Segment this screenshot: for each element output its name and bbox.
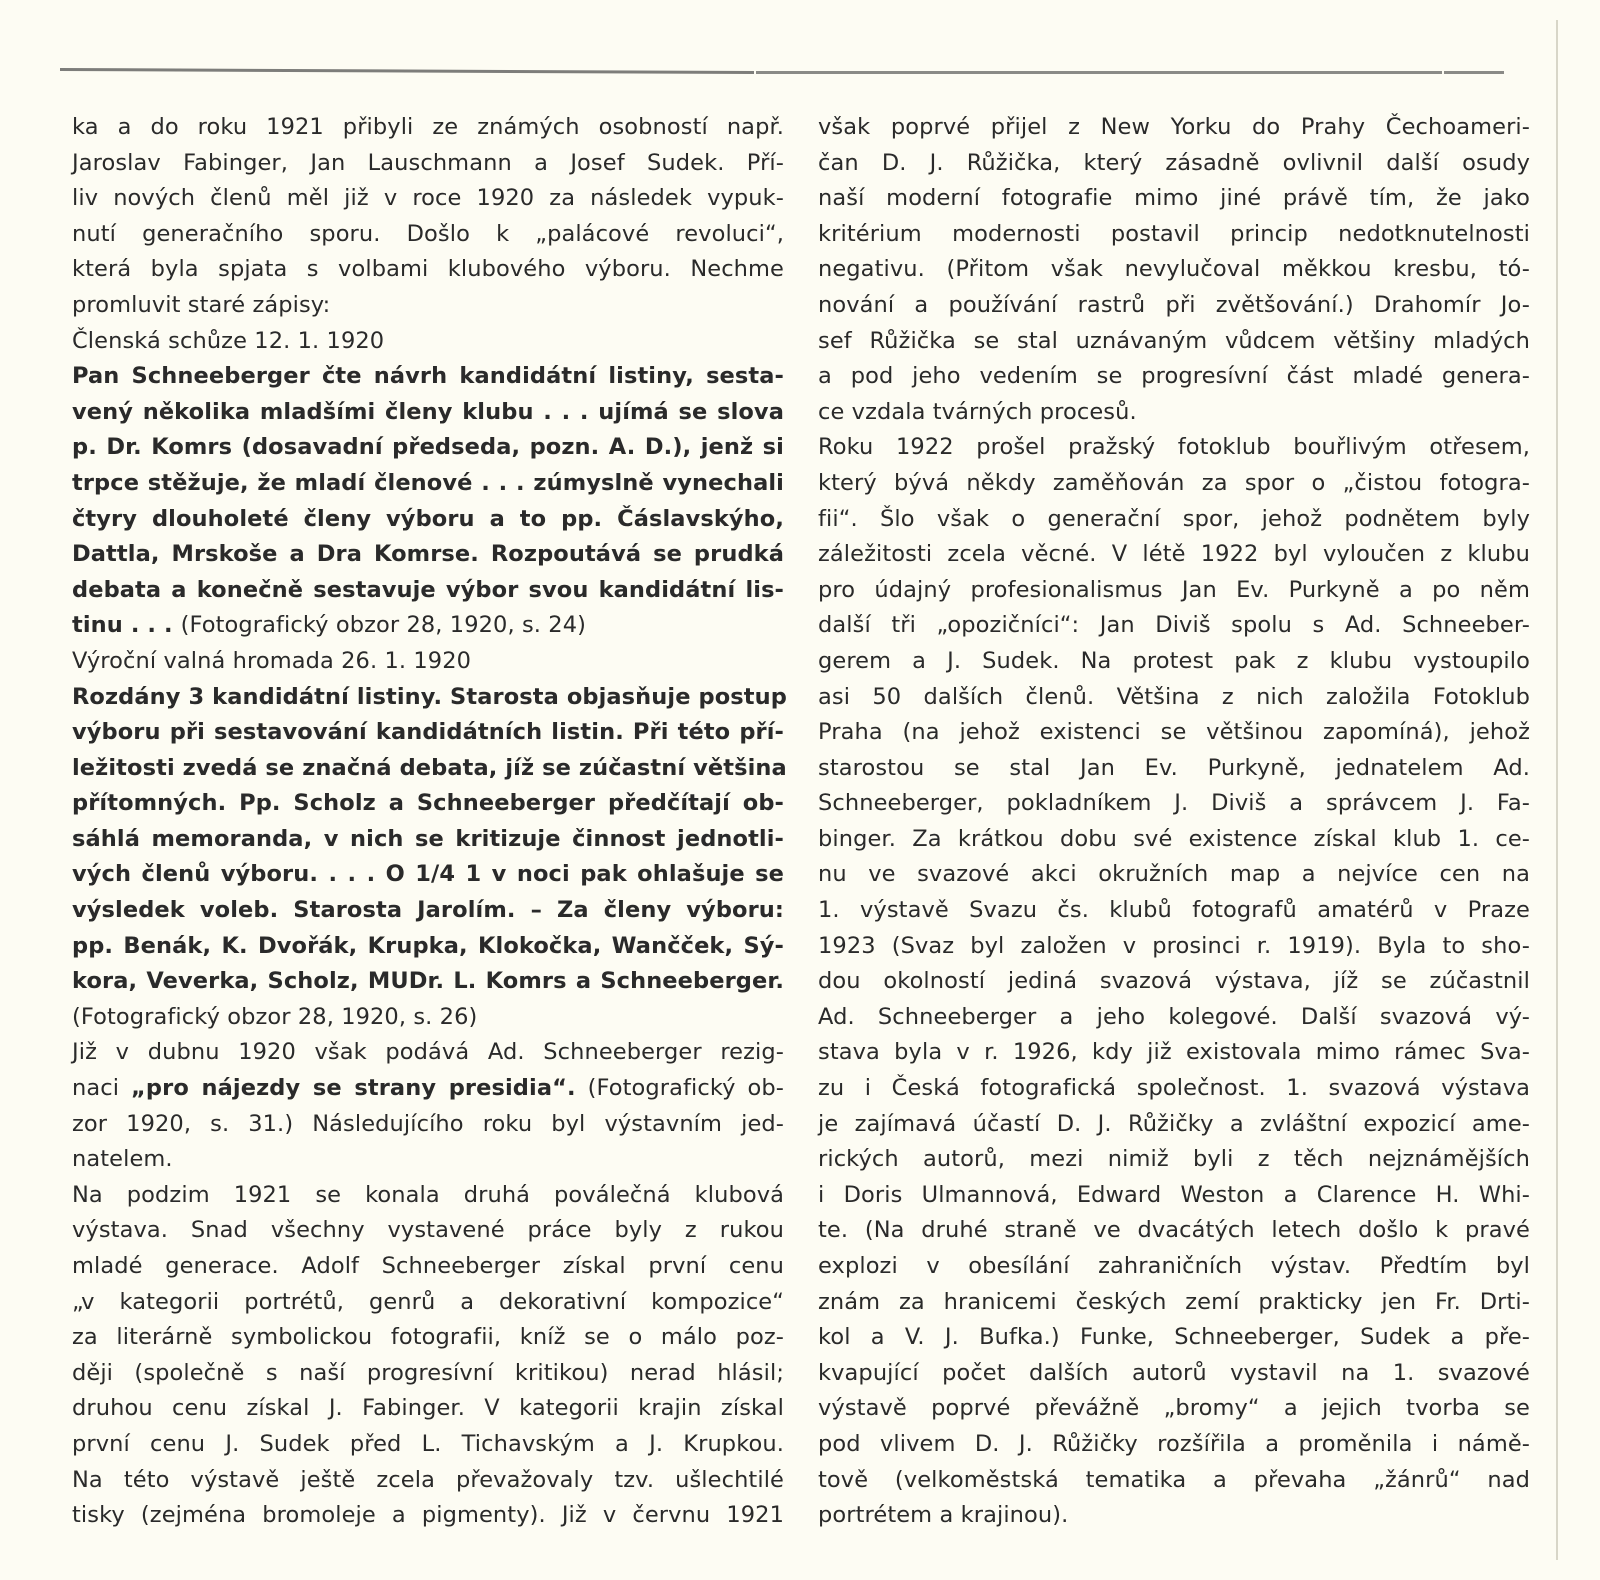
text-line <box>72 110 784 146</box>
page-edge <box>1556 20 1558 1560</box>
text-line <box>818 1213 1530 1249</box>
left-text-column <box>72 110 787 1534</box>
bold-quote-text: debata a konečně sestavuje výbor svou kandidátní lis- <box>72 576 784 603</box>
text-line <box>72 1107 784 1143</box>
body-text: a pod jeho vedením se progresívní část mladé genera- <box>818 363 1530 390</box>
bold-quote-text: p. Dr. Komrs (dosavadní předseda, pozn. A. D.), jenž si <box>72 434 784 461</box>
text-line <box>72 395 784 431</box>
body-text: první cenu J. Sudek před L. Tichavským a J. Krupkou. <box>72 1430 784 1457</box>
right-text-column <box>818 110 1530 1534</box>
text-line <box>72 1035 784 1071</box>
text-line <box>72 1142 784 1178</box>
text-line <box>818 502 1530 538</box>
body-text: 1923 (Svaz byl založen v prosinci r. 1919). Byla to sho- <box>818 932 1530 959</box>
body-text: naci <box>72 1075 132 1102</box>
body-text: však poprvé přijel z New Yorku do Prahy Čechoameri- <box>818 114 1530 140</box>
body-text: te. (Na druhé straně ve dvacátých letech došlo k pravé <box>818 1217 1530 1244</box>
text-line <box>72 359 784 395</box>
text-line <box>818 929 1530 965</box>
body-text: který bývá někdy zaměňován za spor o „čistou fotogra- <box>818 469 1530 496</box>
text-line <box>72 1356 784 1392</box>
body-text: liv nových členů měl již v roce 1920 za následek vypuk- <box>72 185 784 212</box>
body-text: další tři „opozičníci“: Jan Diviš spolu s Ad. Schneeber- <box>818 612 1530 639</box>
text-line <box>818 324 1530 360</box>
body-text: Ad. Schneeberger a jeho kolegové. Další svazová vý- <box>818 1003 1530 1030</box>
text-line <box>818 395 1530 431</box>
bold-quote-text: vený několika mladšími členy klubu . . . ujímá se slova <box>72 398 784 425</box>
text-line <box>818 1427 1530 1463</box>
body-text: tisky (zejména bromoleje a pigmenty). Již v červnu 1921 <box>72 1502 784 1529</box>
text-line <box>72 822 784 858</box>
body-text: Výroční valná hromada 26. 1. 1920 <box>72 647 472 674</box>
body-text: je zajímavá účastí D. J. Růžičky a zvláštní expozicí ame- <box>818 1110 1530 1137</box>
text-line <box>818 1356 1530 1392</box>
text-line <box>72 929 784 965</box>
text-line <box>818 1249 1530 1285</box>
body-text: i Doris Ulmannová, Edward Weston a Clarence H. Whi- <box>818 1181 1530 1208</box>
text-line <box>72 1213 784 1249</box>
body-text: kritérium modernosti postavil princip nedotknutelnosti <box>818 220 1530 247</box>
text-line <box>818 715 1530 751</box>
text-line <box>818 893 1530 929</box>
text-line <box>72 1178 784 1214</box>
bold-quote-text: výsledek voleb. Starosta Jarolím. – Za členy výboru: <box>72 897 784 924</box>
text-line <box>72 217 784 253</box>
body-text: ději (společně s naší progresívní kritikou) nerad hlásil; <box>72 1359 784 1386</box>
body-text: nutí generačního sporu. Došlo k „palácové revoluci“, <box>72 220 784 247</box>
text-line <box>72 181 784 217</box>
text-line <box>72 1071 784 1107</box>
header-rule <box>756 71 1442 74</box>
text-line <box>818 252 1530 288</box>
body-text: Jaroslav Fabinger, Jan Lauschmann a Josef Sudek. Pří- <box>72 149 784 176</box>
body-text: starostou se stal Jan Ev. Purkyně, jednatelem Ad. <box>818 754 1530 781</box>
text-line <box>818 359 1530 395</box>
text-line <box>72 608 784 644</box>
body-text: mladé generace. Adolf Schneeberger získal první cenu <box>72 1253 784 1279</box>
text-line <box>72 288 784 324</box>
text-line <box>72 715 784 751</box>
text-line <box>818 1391 1530 1427</box>
body-text: (Fotografický obzor 28, 1920, s. 26) <box>72 1003 478 1030</box>
text-line <box>72 751 787 787</box>
body-text: rických autorů, mezi nimiž byli z těch nejznámějších <box>818 1146 1530 1173</box>
text-line <box>818 1320 1530 1356</box>
bold-quote-text: Dattla, Mrskoše a Dra Komrse. Rozpoutává se prudká <box>72 541 784 568</box>
text-line <box>72 1427 784 1463</box>
body-text: výstavě poprvé převážně „bromy“ a jejich tvorba se <box>818 1395 1530 1422</box>
body-text: kol a V. J. Bufka.) Funke, Schneeberger, Sudek a pře- <box>818 1324 1530 1351</box>
bold-quote-text: „pro nájezdy se strany presidia“. <box>131 1075 576 1102</box>
text-line <box>818 573 1530 609</box>
body-text: fii“. Šlo však o generační spor, jehož podnětem byly <box>818 505 1530 532</box>
text-line <box>72 573 784 609</box>
text-line <box>818 466 1530 502</box>
text-line <box>818 751 1530 787</box>
body-text: Na podzim 1921 se konala druhá poválečná klubová <box>72 1181 784 1208</box>
text-line <box>72 430 784 466</box>
header-rule <box>1444 71 1504 74</box>
body-text: stava byla v r. 1926, kdy již existovala mimo rámec Sva- <box>818 1039 1530 1066</box>
text-line <box>72 644 784 680</box>
text-line <box>818 822 1530 858</box>
body-text: (Fotografický ob- <box>575 1075 784 1102</box>
body-text: nu ve svazové akci okružních map a nejvíce cen na <box>818 861 1530 888</box>
text-line <box>818 1107 1530 1143</box>
text-line <box>818 146 1530 182</box>
body-text: portrétem a krajinou). <box>818 1502 1069 1529</box>
bold-quote-text: ležitosti zvedá se značná debata, jíž se zúčastní většina <box>72 754 787 781</box>
body-text: gerem a J. Sudek. Na protest pak z klubu vystoupilo <box>818 647 1530 674</box>
body-text: zu i Česká fotografická společnost. 1. svazová výstava <box>818 1075 1530 1102</box>
text-line <box>72 1320 784 1356</box>
text-line <box>818 110 1530 146</box>
text-line <box>818 857 1530 893</box>
body-text: ka a do roku 1921 přibyli ze známých osobností např. <box>72 114 784 140</box>
bold-quote-text: tinu . . . <box>72 612 181 639</box>
text-line <box>818 964 1530 1000</box>
bold-quote-text: trpce stěžuje, že mladí členové . . . zúmyslně vynechali <box>72 469 784 496</box>
text-line <box>818 680 1530 716</box>
body-text: (Fotografický obzor 28, 1920, s. 24) <box>180 612 586 639</box>
text-line <box>72 1463 784 1499</box>
text-line <box>72 1498 784 1534</box>
body-text: záležitosti zcela věcné. V létě 1922 byl vyloučen z klubu <box>818 541 1530 568</box>
body-text: Schneeberger, pokladníkem J. Diviš a správcem J. Fa- <box>818 790 1530 817</box>
body-text: nování a používání rastrů při zvětšování.) Drahomír Jo- <box>818 291 1530 318</box>
body-text: druhou cenu získal J. Fabinger. V kategorii krajin získal <box>72 1395 784 1422</box>
body-text: Na této výstavě ještě zcela převažovaly tzv. ušlechtilé <box>72 1466 784 1493</box>
body-text: pod vlivem D. J. Růžičky rozšířila a proměnila i námě- <box>818 1430 1530 1457</box>
text-line <box>818 181 1530 217</box>
body-text: Již v dubnu 1920 však podává Ad. Schneeberger rezig- <box>72 1039 784 1066</box>
text-line <box>72 857 784 893</box>
text-line <box>818 430 1530 466</box>
text-line <box>72 893 784 929</box>
text-line <box>72 537 784 573</box>
text-line <box>72 1000 784 1036</box>
text-line <box>818 288 1530 324</box>
bold-quote-text: pp. Benák, K. Dvořák, Krupka, Klokočka, Wančček, Sý- <box>72 932 784 959</box>
bold-quote-text: Rozdány 3 kandidátní listiny. Starosta objasňuje postup <box>72 683 787 710</box>
body-text: Členská schůze 12. 1. 1920 <box>72 327 385 354</box>
bold-quote-text: přítomných. Pp. Scholz a Schneeberger předčítají ob- <box>72 790 784 817</box>
header-rule <box>60 68 754 74</box>
text-line <box>72 964 784 1000</box>
text-line <box>72 680 787 716</box>
body-text: Praha (na jehož existenci se většinou zapomíná), jehož <box>818 719 1530 746</box>
text-line <box>72 252 784 288</box>
body-text: negativu. (Přitom však nevylučoval měkkou kresbu, tó- <box>818 256 1530 283</box>
body-text: binger. Za krátkou dobu své existence získal klub 1. ce- <box>818 825 1530 852</box>
text-line <box>72 466 784 502</box>
body-text: „v kategorii portrétů, genrů a dekorativní kompozice“ <box>72 1288 784 1315</box>
body-text: výstava. Snad všechny vystavené práce byly z rukou <box>72 1217 784 1244</box>
body-text: dou okolností jediná svazová výstava, jíž se zúčastnil <box>818 968 1530 995</box>
text-line <box>818 644 1530 680</box>
body-text: naší moderní fotografie mimo jiné právě tím, že jako <box>818 185 1530 212</box>
text-line <box>818 1000 1530 1036</box>
bold-quote-text: Pan Schneeberger čte návrh kandidátní listiny, sesta- <box>72 363 784 390</box>
text-line <box>818 1035 1530 1071</box>
text-line <box>818 1071 1530 1107</box>
body-text: asi 50 dalších členů. Většina z nich založila Fotoklub <box>818 683 1530 710</box>
body-text: pro údajný profesionalismus Jan Ev. Purkyně a po něm <box>818 576 1530 603</box>
text-line <box>72 1391 784 1427</box>
body-text: ce vzdala tvárných procesů. <box>818 398 1137 425</box>
bold-quote-text: čtyry dlouholeté členy výboru a to pp. Čáslavskýho, <box>72 505 784 532</box>
bold-quote-text: vých členů výboru. . . . O 1/4 1 v noci pak ohlašuje se <box>72 861 784 888</box>
text-line <box>818 608 1530 644</box>
text-line <box>818 537 1530 573</box>
text-line <box>818 1498 1530 1534</box>
body-text: za literárně symbolickou fotografii, kníž se o málo poz- <box>72 1324 784 1351</box>
bold-quote-text: sáhlá memoranda, v nich se kritizuje činnost jednotli- <box>72 825 784 852</box>
body-text: zor 1920, s. 31.) Následujícího roku byl výstavním jed- <box>72 1110 784 1137</box>
text-line <box>818 1285 1530 1321</box>
body-text: natelem. <box>72 1146 173 1173</box>
body-text: sef Růžička se stal uznávaným vůdcem většiny mladých <box>818 327 1530 354</box>
body-text: která byla spjata s volbami klubového výboru. Nechme <box>72 256 784 283</box>
body-text: tově (velkoměstská tematika a převaha „žánrů“ nad <box>818 1466 1530 1493</box>
body-text: kvapující počet dalších autorů vystavil na 1. svazové <box>818 1359 1530 1386</box>
text-line <box>818 1142 1530 1178</box>
text-line <box>818 1178 1530 1214</box>
bold-quote-text: výboru při sestavování kandidátních listin. Při této pří- <box>72 719 784 746</box>
body-text: 1. výstavě Svazu čs. klubů fotografů amatérů v Praze <box>818 897 1530 924</box>
text-line <box>72 1285 784 1321</box>
text-line <box>818 217 1530 253</box>
bold-quote-text: kora, Veverka, Scholz, MUDr. L. Komrs a Schneeberger. <box>72 968 784 995</box>
text-line <box>72 786 784 822</box>
text-line <box>72 1249 784 1285</box>
text-line <box>72 146 784 182</box>
text-line <box>72 324 784 360</box>
text-line <box>818 1463 1530 1499</box>
body-text: čan D. J. Růžička, který zásadně ovlivnil další osudy <box>818 149 1530 176</box>
body-text: znám za hranicemi českých zemí prakticky jen Fr. Drti- <box>818 1288 1530 1315</box>
body-text: Roku 1922 prošel pražský fotoklub bouřlivým otřesem, <box>818 434 1530 461</box>
body-text: explozi v obesílání zahraničních výstav. Předtím byl <box>818 1253 1530 1279</box>
text-line <box>818 786 1530 822</box>
body-text: promluvit staré zápisy: <box>72 291 331 318</box>
text-line <box>72 502 784 538</box>
